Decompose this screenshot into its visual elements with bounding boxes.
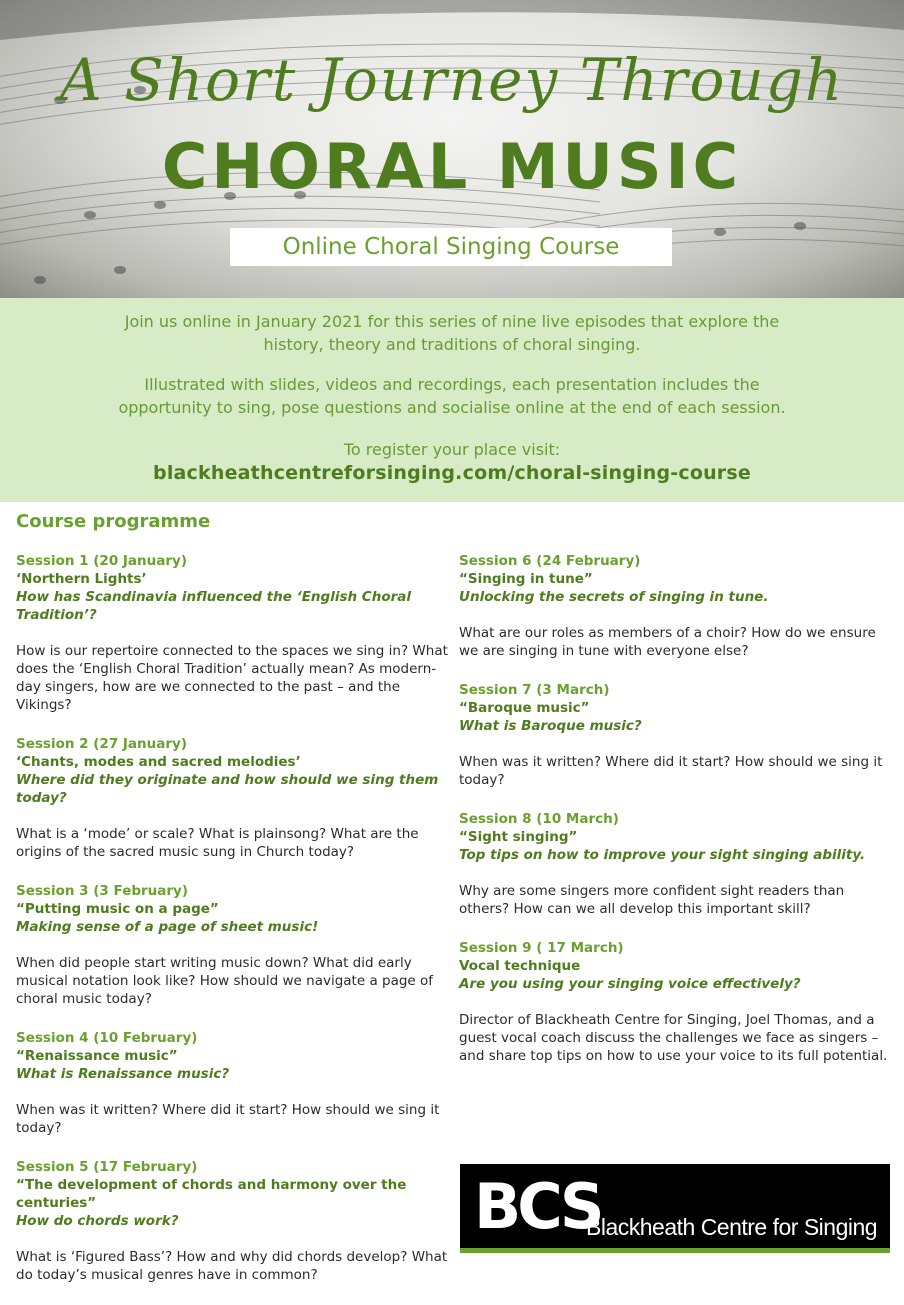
- session-tagline: What is Baroque music?: [459, 718, 642, 734]
- session-tagline: How has Scandinavia influenced the ‘English Choral Tradition’?: [16, 589, 411, 623]
- session-9: [459, 939, 891, 1065]
- session-description: What are our roles as members of a choir? How do we ensure we are singing in tune with everyone else?: [459, 625, 876, 659]
- session-3: [16, 882, 448, 1008]
- session-date: Session 2 (27 January): [16, 736, 188, 752]
- hero-main-title: CHORAL MUSIC: [161, 130, 743, 203]
- session-tagline: Unlocking the secrets of singing in tune.: [459, 589, 769, 605]
- session-title: ‘Chants, modes and sacred melodies’: [16, 754, 301, 770]
- session-title: “Singing in tune”: [459, 571, 593, 587]
- course-subtitle: Online Choral Singing Course: [230, 228, 672, 266]
- session-description: When was it written? Where did it start? How should we sing it today?: [459, 754, 883, 788]
- session-title: “Putting music on a page”: [16, 901, 219, 917]
- session-tagline: What is Renaissance music?: [16, 1066, 230, 1082]
- session-tagline: How do chords work?: [16, 1213, 179, 1229]
- session-date: Session 8 (10 March): [459, 811, 619, 827]
- hero-banner: [0, 0, 904, 298]
- bcs-logo: [460, 1164, 890, 1253]
- session-description: Director of Blackheath Centre for Singing, Joel Thomas, and a guest vocal coach discuss the challenges we face as singers – and share top tips on how to use your voice to its full potential.: [459, 1012, 888, 1064]
- session-description: When was it written? Where did it start? How should we sing it today?: [16, 1102, 440, 1136]
- register-url-link[interactable]: blackheathcentreforsinging.com/choral-singing-course: [153, 462, 751, 484]
- session-tagline: Top tips on how to improve your sight singing ability.: [459, 847, 866, 863]
- session-title: “Sight singing”: [459, 829, 578, 845]
- session-title: “Renaissance music”: [16, 1048, 178, 1064]
- session-7: [459, 681, 891, 789]
- session-6: [459, 552, 891, 660]
- session-date: Session 9 ( 17 March): [459, 940, 624, 956]
- session-description: When did people start writing music down? What did early musical notation look like? How should we navigate a page of choral music today?: [16, 955, 434, 1007]
- session-title: ‘Northern Lights’: [16, 571, 147, 587]
- session-title: Vocal technique: [459, 958, 581, 974]
- session-date: Session 6 (24 February): [459, 553, 641, 569]
- session-tagline: Are you using your singing voice effectively?: [459, 976, 801, 992]
- bcs-logo-name: Blackheath Centre for Singing: [586, 1214, 878, 1240]
- session-date: Session 1 (20 January): [16, 553, 188, 569]
- session-description: How is our repertoire connected to the spaces we sing in? What does the ‘English Choral Tradition’ actually mean? As modern-day singers, how are we connected to the past – and the Vikings?: [16, 643, 448, 713]
- programme-heading: Course programme: [16, 511, 211, 532]
- session-5: [16, 1158, 448, 1284]
- intro-paragraph-1: Join us online in January 2021 for this series of nine live episodes that explore the history, theory and traditions of choral singing.: [124, 312, 780, 354]
- session-tagline: Making sense of a page of sheet music!: [16, 919, 319, 935]
- session-description: What is a ‘mode’ or scale? What is plainsong? What are the origins of the sacred music sung in Church today?: [16, 826, 419, 860]
- programme-column-left: [16, 552, 448, 1305]
- session-title: “Baroque music”: [459, 700, 590, 716]
- hero-script-title: A Short Journey Through: [59, 46, 845, 114]
- intro-paragraph-2: Illustrated with slides, videos and recordings, each presentation includes the opportunity to sing, pose questions and socialise online at the end of each session.: [118, 375, 786, 417]
- session-date: Session 4 (10 February): [16, 1030, 198, 1046]
- session-date: Session 7 (3 March): [459, 682, 610, 698]
- session-description: What is ‘Figured Bass’? How and why did chords develop? What do today’s musical genres have in common?: [16, 1249, 448, 1283]
- session-tagline: Where did they originate and how should we sing them today?: [16, 772, 439, 806]
- session-description: Why are some singers more confident sight readers than others? How can we all develop this important skill?: [459, 883, 845, 917]
- session-date: Session 5 (17 February): [16, 1159, 198, 1175]
- session-date: Session 3 (3 February): [16, 883, 189, 899]
- session-2: [16, 735, 448, 861]
- bcs-logo-mark: BCS: [474, 1170, 601, 1243]
- register-label: To register your place visit:: [343, 440, 561, 459]
- session-1: [16, 552, 448, 714]
- programme-column-right: [459, 552, 891, 1086]
- session-4: [16, 1029, 448, 1137]
- session-8: [459, 810, 891, 918]
- session-title: “The development of chords and harmony over the centuries”: [16, 1177, 407, 1211]
- intro-band: [0, 298, 904, 502]
